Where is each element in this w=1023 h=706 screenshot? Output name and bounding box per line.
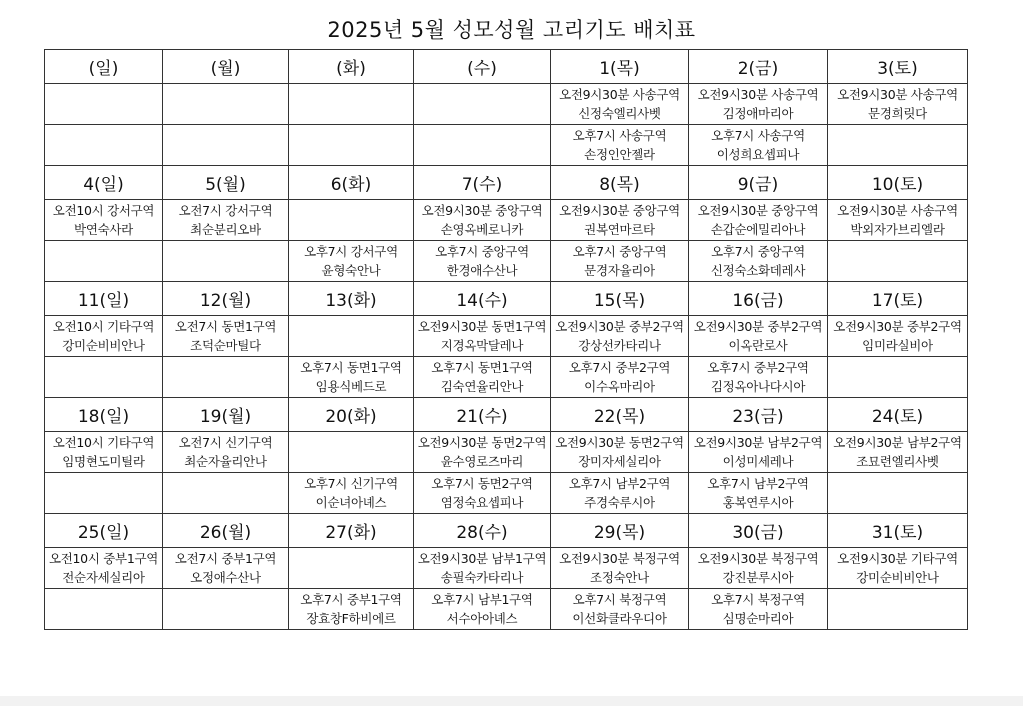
evening-slot — [828, 125, 968, 166]
slot-person — [45, 493, 162, 512]
slot-time-area: 오전9시30분 동면1구역 — [417, 319, 547, 334]
evening-slot — [551, 125, 689, 166]
slot-time-area: 오후7시 북정구역 — [711, 592, 805, 607]
date-cell: 16(금) — [689, 282, 828, 316]
slot-person — [163, 145, 288, 164]
date-cell: 14(수) — [414, 282, 551, 316]
morning-row — [45, 432, 968, 473]
evening-row — [45, 589, 968, 630]
slot-time-area: 오후7시 신기구역 — [304, 476, 398, 491]
slot-person: 주경숙루시아 — [584, 495, 655, 510]
slot-person: 이수옥마리아 — [584, 379, 655, 394]
slot-person: 강미순비비안나 — [856, 570, 939, 585]
slot-time-area: 오후7시 남부1구역 — [431, 592, 533, 607]
slot-person: 이성희요셉피나 — [716, 147, 800, 162]
evening-slot — [163, 357, 289, 398]
evening-slot — [414, 473, 551, 514]
evening-slot — [163, 473, 289, 514]
header-fri: 2(금) — [689, 50, 828, 84]
evening-slot — [414, 357, 551, 398]
slot-time-area: 오전9시30분 동면2구역 — [555, 435, 684, 450]
slot-person: 오정애수산나 — [190, 570, 261, 585]
slot-time-area — [289, 126, 413, 145]
morning-slot — [414, 200, 551, 241]
slot-time-area — [828, 358, 967, 377]
evening-slot — [689, 125, 828, 166]
page-title: 2025년 5월 성모성월 고리기도 배치표 — [327, 18, 696, 42]
date-cell: 12(월) — [163, 282, 289, 316]
morning-slot — [689, 548, 828, 589]
slot-time-area — [828, 242, 967, 261]
morning-slot — [163, 84, 289, 125]
slot-time-area: 오후7시 사송구역 — [711, 128, 805, 143]
slot-person: 임명현도미틸라 — [62, 454, 145, 469]
slot-person: 권복연마르타 — [584, 222, 655, 237]
slot-time-area: 오전9시30분 동면2구역 — [417, 435, 547, 450]
morning-slot — [45, 432, 163, 473]
slot-person: 손갑순에밀리아나 — [710, 222, 806, 237]
slot-person: 이순녀아녜스 — [315, 495, 387, 510]
morning-slot — [551, 84, 689, 125]
slot-person — [289, 145, 413, 164]
morning-slot — [828, 200, 968, 241]
header-mon: (월) — [163, 50, 289, 84]
evening-slot — [45, 589, 163, 630]
date-cell: 15(목) — [551, 282, 689, 316]
slot-person — [163, 377, 288, 396]
morning-slot — [45, 200, 163, 241]
date-cell: 5(월) — [163, 166, 289, 200]
morning-slot — [689, 432, 828, 473]
slot-time-area: 오전9시30분 중앙구역 — [559, 203, 680, 218]
morning-slot — [414, 432, 551, 473]
morning-slot — [689, 200, 828, 241]
header-tue: (화) — [289, 50, 414, 84]
slot-person: 강상선카타리나 — [578, 338, 661, 353]
morning-slot — [45, 84, 163, 125]
slot-time-area: 오후7시 남부2구역 — [707, 476, 809, 491]
slot-time-area — [414, 85, 550, 104]
slot-person — [45, 261, 162, 280]
date-cell: 28(수) — [414, 514, 551, 548]
slot-person: 이성미세레나 — [722, 454, 794, 469]
slot-person: 장미자세실리아 — [578, 454, 661, 469]
slot-time-area: 오전9시30분 사송구역 — [837, 87, 958, 102]
slot-person — [828, 145, 967, 164]
morning-slot — [551, 548, 689, 589]
morning-slot — [828, 432, 968, 473]
slot-time-area — [163, 242, 288, 261]
slot-person: 이옥란로사 — [728, 338, 788, 353]
slot-time-area: 오후7시 중앙구역 — [435, 244, 529, 259]
slot-time-area — [163, 85, 288, 104]
evening-slot — [163, 125, 289, 166]
slot-person: 강진분루시아 — [722, 570, 794, 585]
slot-person: 전순자세실리아 — [62, 570, 145, 585]
date-cell: 18(일) — [45, 398, 163, 432]
evening-slot — [689, 589, 828, 630]
slot-time-area: 오전9시30분 남부2구역 — [693, 435, 823, 450]
slot-person: 임미라실비아 — [862, 338, 933, 353]
slot-person — [45, 104, 162, 123]
slot-time-area: 오후7시 중부1구역 — [300, 592, 402, 607]
slot-person — [289, 220, 413, 239]
slot-time-area: 오후7시 중부2구역 — [568, 360, 671, 375]
date-row — [45, 514, 968, 548]
date-cell: 4(일) — [45, 166, 163, 200]
evening-slot — [828, 357, 968, 398]
morning-row — [45, 316, 968, 357]
slot-person — [163, 104, 288, 123]
slot-person: 최순분리오바 — [190, 222, 261, 237]
slot-person — [828, 493, 967, 512]
date-cell: 21(수) — [414, 398, 551, 432]
evening-slot — [828, 241, 968, 282]
bottom-strip — [0, 696, 1023, 706]
evening-slot — [289, 125, 414, 166]
morning-row — [45, 548, 968, 589]
morning-slot — [289, 316, 414, 357]
slot-person: 홍복연루시아 — [722, 495, 794, 510]
date-cell: 22(목) — [551, 398, 689, 432]
evening-slot — [551, 357, 689, 398]
slot-time-area: 오전10시 기타구역 — [52, 435, 155, 450]
morning-slot — [163, 432, 289, 473]
slot-person: 장효창F하비에르 — [306, 611, 396, 626]
slot-time-area — [163, 358, 288, 377]
slot-time-area: 오전10시 중부1구역 — [48, 551, 159, 566]
slot-person: 한경애수산나 — [446, 263, 518, 278]
date-row — [45, 398, 968, 432]
slot-time-area: 오전9시30분 중부2구역 — [833, 319, 962, 334]
slot-time-area: 오전9시30분 중부2구역 — [555, 319, 684, 334]
morning-slot — [414, 548, 551, 589]
slot-time-area — [45, 126, 162, 145]
slot-time-area: 오후7시 중앙구역 — [711, 244, 805, 259]
slot-time-area — [289, 549, 413, 568]
slot-person: 박외자가브리엘라 — [850, 222, 945, 237]
evening-slot — [289, 357, 414, 398]
slot-time-area: 오전9시30분 남부2구역 — [833, 435, 962, 450]
slot-time-area: 오전9시30분 사송구역 — [837, 203, 958, 218]
morning-slot — [551, 316, 689, 357]
slot-time-area: 오후7시 강서구역 — [304, 244, 398, 259]
slot-time-area: 오후7시 사송구역 — [572, 128, 667, 143]
slot-person — [289, 452, 413, 471]
slot-person — [828, 377, 967, 396]
slot-time-area: 오후7시 남부2구역 — [568, 476, 671, 491]
slot-time-area — [289, 85, 413, 104]
date-cell: 27(화) — [289, 514, 414, 548]
slot-person — [414, 104, 550, 123]
date-cell: 6(화) — [289, 166, 414, 200]
header-thu: 1(목) — [551, 50, 689, 84]
slot-time-area: 오후7시 북정구역 — [572, 592, 667, 607]
slot-person: 최순자율리안나 — [184, 454, 267, 469]
morning-slot — [163, 316, 289, 357]
slot-time-area: 오전9시30분 사송구역 — [559, 87, 680, 102]
slot-time-area: 오전9시30분 북정구역 — [559, 551, 680, 566]
slot-person — [45, 377, 162, 396]
slot-time-area — [289, 317, 413, 336]
header-row — [45, 50, 968, 84]
slot-time-area: 오전7시 중부1구역 — [174, 551, 277, 566]
date-cell: 24(토) — [828, 398, 968, 432]
slot-time-area — [828, 590, 967, 609]
slot-time-area: 오후7시 동면2구역 — [431, 476, 533, 491]
slot-time-area: 오전9시30분 중앙구역 — [421, 203, 543, 218]
slot-time-area — [828, 474, 967, 493]
slot-person: 이선화클라우디아 — [572, 611, 667, 626]
evening-slot — [45, 125, 163, 166]
slot-person — [163, 609, 288, 628]
date-cell: 7(수) — [414, 166, 551, 200]
slot-time-area — [289, 433, 413, 452]
slot-person — [414, 145, 550, 164]
morning-slot — [828, 316, 968, 357]
slot-person: 조덕순마틸다 — [190, 338, 261, 353]
slot-person — [45, 145, 162, 164]
date-cell: 26(월) — [163, 514, 289, 548]
morning-slot — [45, 316, 163, 357]
slot-person — [163, 261, 288, 280]
morning-slot — [163, 548, 289, 589]
slot-person: 김정애마리아 — [722, 106, 794, 121]
morning-slot — [45, 548, 163, 589]
slot-person: 김숙연율리안나 — [440, 379, 524, 394]
morning-slot — [689, 316, 828, 357]
slot-person: 윤수영로즈마리 — [440, 454, 524, 469]
slot-time-area — [45, 474, 162, 493]
slot-person: 조정숙안나 — [590, 570, 649, 585]
date-row — [45, 282, 968, 316]
slot-person: 박연숙사라 — [74, 222, 133, 237]
slot-time-area — [45, 590, 162, 609]
morning-slot — [551, 200, 689, 241]
slot-time-area — [163, 590, 288, 609]
slot-person: 손정인안젤라 — [584, 147, 655, 162]
date-cell: 20(화) — [289, 398, 414, 432]
slot-time-area: 오전7시 강서구역 — [178, 203, 273, 218]
morning-slot — [289, 548, 414, 589]
evening-slot — [828, 473, 968, 514]
evening-slot — [45, 241, 163, 282]
evening-slot — [163, 241, 289, 282]
slot-person — [45, 609, 162, 628]
evening-slot — [163, 589, 289, 630]
slot-person — [289, 568, 413, 587]
header-sun: (일) — [45, 50, 163, 84]
evening-slot — [414, 589, 551, 630]
evening-row — [45, 473, 968, 514]
date-cell: 25(일) — [45, 514, 163, 548]
slot-person: 문경희릿다 — [868, 106, 927, 121]
morning-slot — [414, 84, 551, 125]
evening-slot — [289, 589, 414, 630]
slot-person: 염정숙요셉피나 — [440, 495, 524, 510]
morning-row — [45, 84, 968, 125]
evening-slot — [689, 473, 828, 514]
slot-person: 지경옥막달레나 — [440, 338, 524, 353]
slot-time-area: 오전7시 동면1구역 — [174, 319, 277, 334]
slot-time-area: 오전9시30분 중앙구역 — [697, 203, 819, 218]
slot-person: 송필숙카타리나 — [440, 570, 524, 585]
evening-slot — [689, 241, 828, 282]
slot-time-area: 오전9시30분 사송구역 — [697, 87, 819, 102]
slot-time-area — [414, 126, 550, 145]
slot-person: 신정숙엘리사벳 — [578, 106, 661, 121]
slot-person: 문경자율리아 — [584, 263, 655, 278]
slot-time-area: 오전10시 기타구역 — [52, 319, 155, 334]
evening-slot — [551, 241, 689, 282]
date-cell: 13(화) — [289, 282, 414, 316]
slot-person: 심명순마리아 — [722, 611, 794, 626]
schedule-table — [44, 49, 968, 630]
slot-time-area: 오후7시 중앙구역 — [572, 244, 667, 259]
slot-person — [163, 493, 288, 512]
morning-slot — [551, 432, 689, 473]
morning-slot — [289, 432, 414, 473]
date-cell: 10(토) — [828, 166, 968, 200]
slot-person: 조묘련엘리사벳 — [856, 454, 939, 469]
date-cell: 11(일) — [45, 282, 163, 316]
morning-slot — [414, 316, 551, 357]
evening-slot — [551, 589, 689, 630]
evening-row — [45, 357, 968, 398]
slot-person: 손영옥베로니카 — [440, 222, 524, 237]
slot-time-area: 오후7시 동면1구역 — [431, 360, 533, 375]
evening-slot — [414, 241, 551, 282]
slot-time-area: 오전9시30분 중부2구역 — [693, 319, 823, 334]
date-cell: 19(월) — [163, 398, 289, 432]
evening-slot — [689, 357, 828, 398]
date-cell: 17(토) — [828, 282, 968, 316]
header-sat: 3(토) — [828, 50, 968, 84]
morning-slot — [828, 84, 968, 125]
slot-time-area: 오전7시 신기구역 — [178, 435, 273, 450]
slot-time-area — [163, 126, 288, 145]
morning-slot — [828, 548, 968, 589]
slot-time-area — [828, 126, 967, 145]
evening-slot — [289, 241, 414, 282]
date-cell: 8(목) — [551, 166, 689, 200]
morning-slot — [163, 200, 289, 241]
slot-person — [828, 609, 967, 628]
slot-person: 신정숙소화데레사 — [710, 263, 806, 278]
slot-time-area: 오전9시30분 남부1구역 — [417, 551, 547, 566]
evening-slot — [828, 589, 968, 630]
evening-slot — [289, 473, 414, 514]
evening-row — [45, 241, 968, 282]
morning-slot — [689, 84, 828, 125]
evening-slot — [45, 357, 163, 398]
slot-time-area — [45, 358, 162, 377]
evening-row — [45, 125, 968, 166]
slot-time-area — [163, 474, 288, 493]
slot-person: 강미순비비안나 — [62, 338, 145, 353]
slot-person — [289, 336, 413, 355]
slot-person: 김정옥아나다시아 — [710, 379, 806, 394]
slot-time-area: 오전10시 강서구역 — [52, 203, 155, 218]
slot-time-area: 오후7시 동면1구역 — [300, 360, 402, 375]
slot-time-area: 오전9시30분 북정구역 — [697, 551, 819, 566]
morning-row — [45, 200, 968, 241]
slot-time-area — [45, 242, 162, 261]
date-cell: 31(토) — [828, 514, 968, 548]
slot-time-area — [45, 85, 162, 104]
evening-slot — [414, 125, 551, 166]
slot-person — [828, 261, 967, 280]
date-row — [45, 166, 968, 200]
morning-slot — [289, 84, 414, 125]
morning-slot — [289, 200, 414, 241]
slot-time-area: 오전9시30분 기타구역 — [837, 551, 958, 566]
date-cell: 9(금) — [689, 166, 828, 200]
slot-person: 서수아아녜스 — [446, 611, 518, 626]
slot-time-area: 오후7시 중부2구역 — [707, 360, 809, 375]
evening-slot — [45, 473, 163, 514]
slot-time-area — [289, 201, 413, 220]
evening-slot — [551, 473, 689, 514]
slot-person — [289, 104, 413, 123]
slot-person: 윤형숙안나 — [321, 263, 381, 278]
header-wed: (수) — [414, 50, 551, 84]
slot-person: 임용식베드로 — [315, 379, 387, 394]
date-cell: 23(금) — [689, 398, 828, 432]
date-cell: 29(목) — [551, 514, 689, 548]
date-cell: 30(금) — [689, 514, 828, 548]
